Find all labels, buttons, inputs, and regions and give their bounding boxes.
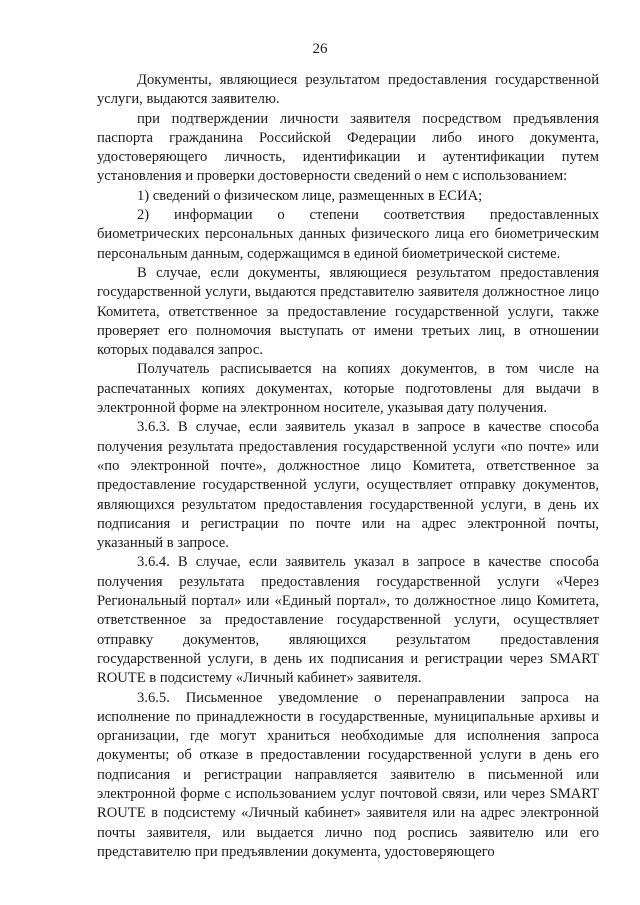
- paragraph-esia-info: 1) сведений о физическом лице, размещенных в ЕСИА;: [137, 187, 483, 204]
- document-body: [97, 71, 599, 862]
- paragraph-section-3-6-3: 3.6.3. В случае, если заявитель указал в запросе в качестве способа получения результата предоставления государственной услуги «по почте» или «по электронной почте», должностное лицо Комитета, ответственное за предоставление государственной услуги, осуществляет отправку документов, являющихся результатом предоставления государственной услуги, в день их подписания и регистрации по почте или на адрес электронной почты, указанный в запросе.: [97, 419, 599, 552]
- paragraph-section-3-6-5: 3.6.5. Письменное уведомление о перенаправлении запроса на исполнение по принадлежности в государственные, муниципальные архивы и организации, где могут храниться необходимые для исполнения запроса документы; об отказе в предоставлении государственной услуги в день его подписания и регистрации направляется заявителю в письменной или электронной форме с использованием услуг почтовой связи, или через SMART ROUTE в подсистему «Личный кабинет» заявителя или на адрес электронной почты заявителя, или выдается лично под роспись заявителю или его представителю при предъявлении документа, удостоверяющего: [97, 689, 599, 860]
- paragraph-identity-confirmation: при подтверждении личности заявителя посредством предъявления паспорта гражданина Российской Федерации либо иного документа, удостоверяющего личность, идентификации и аутентификации путем установления и проверки достоверности сведений о нем с использованием:: [97, 110, 599, 185]
- paragraph-result-issued: Документы, являющиеся результатом предоставления государственной услуги, выдаются заявителю.: [97, 72, 599, 108]
- page-number: 26: [312, 41, 328, 57]
- paragraph-biometric-info: 2) информации о степени соответствия предоставленных биометрических персональных данных физического лица его биометрическим персональным данным, содержащимся в единой биометрической системе.: [97, 207, 599, 262]
- paragraph-representative: В случае, если документы, являющиеся результатом предоставления государственной услуги, выдаются представителю заявителя должностное лицо Комитета, ответственное за предоставление государственной услуги, также проверяет его полномочия выступать от имени третьих лиц, в отношении которых подавался запрос.: [97, 264, 599, 359]
- paragraph-recipient-signs: Получатель расписывается на копиях документов, в том числе на распечатанных копиях документах, которые подготовлены для выдачи в электронной форме на электронном носителе, указывая дату получения.: [97, 361, 599, 417]
- paragraph-section-3-6-4: 3.6.4. В случае, если заявитель указал в запросе в качестве способа получения результата предоставления государственной услуги «Через Региональный портал» или «Единый портал», то должностное лицо Комитета, ответственное за предоставление государственной услуги, осуществляет отправку документов, являющихся результатом предоставления государственной услуги, в день их подписания и регистрации через SMART ROUTE в подсистему «Личный кабинет» заявителя.: [97, 554, 599, 687]
